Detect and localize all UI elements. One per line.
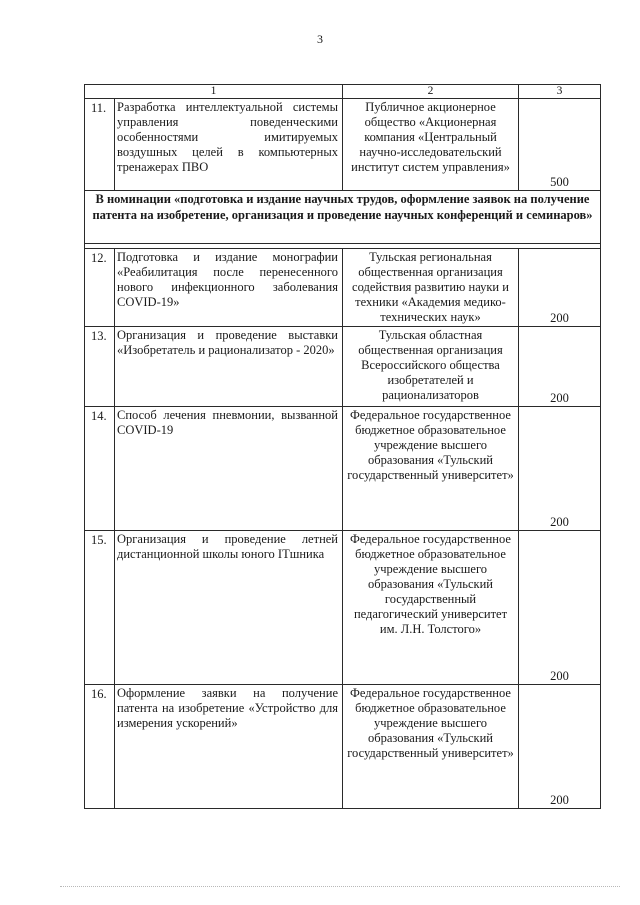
grant-amount: 200 [519, 407, 601, 531]
organization-name: Федеральное государственное бюджетное образовательное учреждение высшего образования «Тульский государственный университет» [343, 407, 519, 531]
organization-name: Публичное акционерное общество «Акционерная компания «Центральный научно-исследовательский институт систем управления» [343, 99, 519, 191]
grant-amount: 200 [519, 531, 601, 685]
project-name: Разработка интеллектуальной системы управления поведенческими особенностями имитируемых воздушных целей в компьютерных тренажерах ПВО [115, 99, 343, 191]
header-col-3: 3 [519, 85, 601, 99]
row-number: 11. [85, 99, 115, 191]
project-name: Способ лечения пневмонии, вызванной COVID-19 [115, 407, 343, 531]
project-name: Подготовка и издание монографии «Реабилитация после перенесенного нового инфекционного заболевания COVID-19» [115, 249, 343, 327]
table-header-row [85, 85, 601, 99]
organization-name: Тульская областная общественная организация Всероссийского общества изобретателей и рационализаторов [343, 327, 519, 407]
grant-amount: 200 [519, 327, 601, 407]
organization-name: Федеральное государственное бюджетное образовательное учреждение высшего образования «Тульский государственный университет» [343, 685, 519, 809]
page-number: 3 [317, 32, 323, 46]
grants-table [84, 84, 601, 809]
organization-name: Федеральное государственное бюджетное образовательное учреждение высшего образования «Тульский государственный педагогический университет им. Л.Н. Толстого» [343, 531, 519, 685]
table-row [85, 327, 601, 407]
table-row [85, 407, 601, 531]
scan-artifact-line [60, 886, 620, 889]
grant-amount: 200 [519, 685, 601, 809]
table-row [85, 249, 601, 327]
project-name: Организация и проведение выставки «Изобретатель и рационализатор - 2020» [115, 327, 343, 407]
grant-amount: 500 [519, 99, 601, 191]
row-number: 15. [85, 531, 115, 685]
header-col-1: 1 [85, 85, 343, 99]
project-name: Оформление заявки на получение патента на изобретение «Устройство для измерения ускорений» [115, 685, 343, 809]
row-number: 14. [85, 407, 115, 531]
organization-name: Тульская региональная общественная организация содействия развитию науки и техники «Академия медико-технических наук» [343, 249, 519, 327]
project-name: Организация и проведение летней дистанционной школы юного ITшника [115, 531, 343, 685]
section-title: В номинации «подготовка и издание научных трудов, оформление заявок на получение патента на изобретение, организация и проведение научных конференций и семинаров» [85, 191, 601, 244]
table-row [85, 685, 601, 809]
table-row [85, 531, 601, 685]
row-number: 13. [85, 327, 115, 407]
table-row [85, 99, 601, 191]
row-number: 16. [85, 685, 115, 809]
row-number: 12. [85, 249, 115, 327]
header-col-2: 2 [343, 85, 519, 99]
section-header-row [85, 191, 601, 244]
grant-amount: 200 [519, 249, 601, 327]
